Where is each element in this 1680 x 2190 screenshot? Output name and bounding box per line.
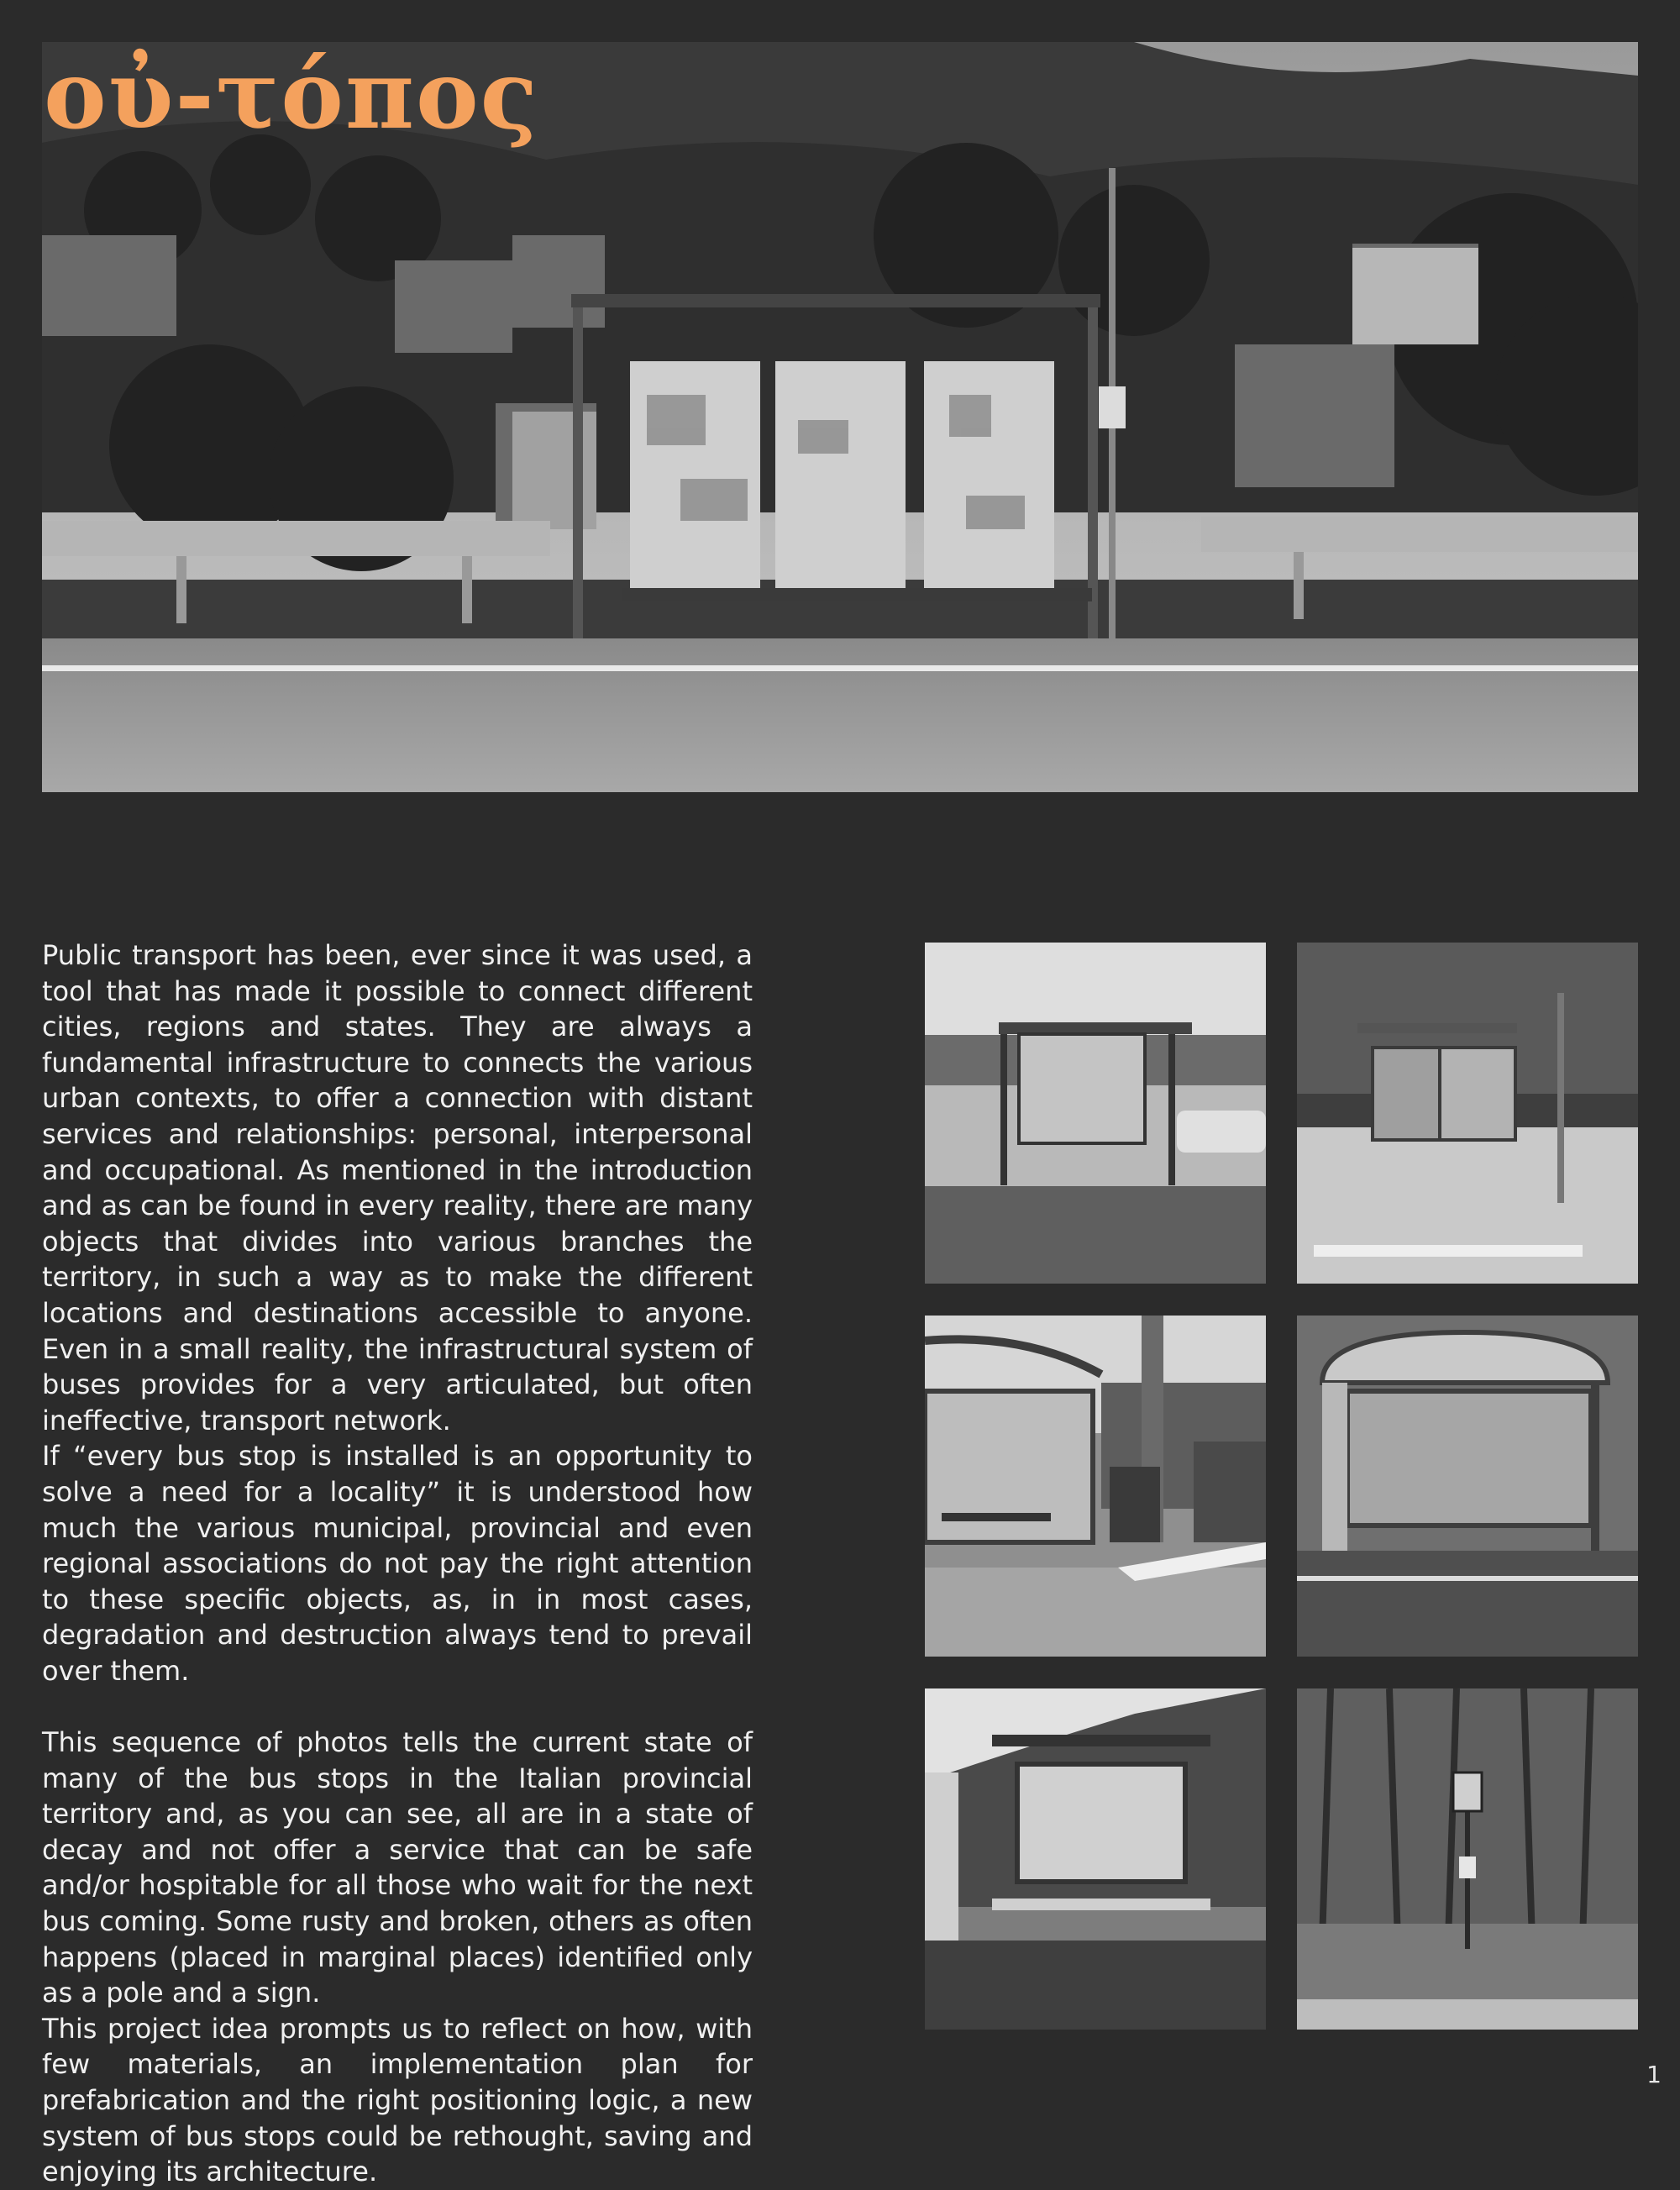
bus-stop-sign-icon <box>1297 1688 1638 2030</box>
paragraph: If “every bus stop is installed is an opportunity to solve a need for a locality” it is understood how much the various municipal, provincial and even regional associations do not pay the right attention to these specific objects, as, in in most cases, degradation and destruction always tend to prevail over them. <box>42 1440 753 1687</box>
bus-shelter-icon <box>925 1688 1266 2030</box>
bus-stop-photo-6 <box>1297 1688 1638 2030</box>
page-number: 1 <box>1646 2061 1662 2088</box>
paragraph-spacer <box>42 1688 753 1725</box>
bus-shelter-icon <box>1297 943 1638 1284</box>
bus-shelter-icon <box>1297 1316 1638 1657</box>
hero-photo <box>42 42 1638 792</box>
bus-stop-photo-2 <box>1297 943 1638 1284</box>
bus-shelter-icon <box>925 1316 1266 1657</box>
bus-stop-photo-4 <box>1297 1316 1638 1657</box>
body-text <box>42 937 753 2190</box>
bus-stop-photo-1 <box>925 943 1266 1284</box>
bus-shelter-landscape-icon <box>42 42 1638 792</box>
paragraph: This sequence of photos tells the current state of many of the bus stops in the Italian provincial territory and, as you can see, all are in a state of decay and not offer a service that can be safe and/or hospitable for all those who wait for the next bus coming. Some rusty and broken, others as often happens (placed in marginal places) identified only as a pole and a sign. <box>42 1726 753 2009</box>
bus-stop-photo-3 <box>925 1316 1266 1657</box>
page-title: οὐ-τόπος <box>44 40 539 150</box>
paragraph: Public transport has been, ever since it was used, a tool that has made it possible to connect different cities, regions and states. They are always a fundamental infrastructure to connects the various urban contexts, to offer a connection with distant services and relationships: personal, interpersonal and occupational. As mentioned in the introduction and as can be found in every reality, there are many objects that divides into various branches the territory, in such a way as to make the different locations and destinations accessible to anyone. Even in a small reality, the infrastructural system of buses provides for a very articulated, but often ineffective, transport network. <box>42 939 753 1436</box>
paragraph: This project idea prompts us to reflect on how, with few materials, an implementation plan for prefabrication and the right positioning logic, a new system of bus stops could be rethought, saving and enjoying its architecture. <box>42 2012 753 2188</box>
bus-shelter-icon <box>925 943 1266 1284</box>
bus-stop-photo-5 <box>925 1688 1266 2030</box>
